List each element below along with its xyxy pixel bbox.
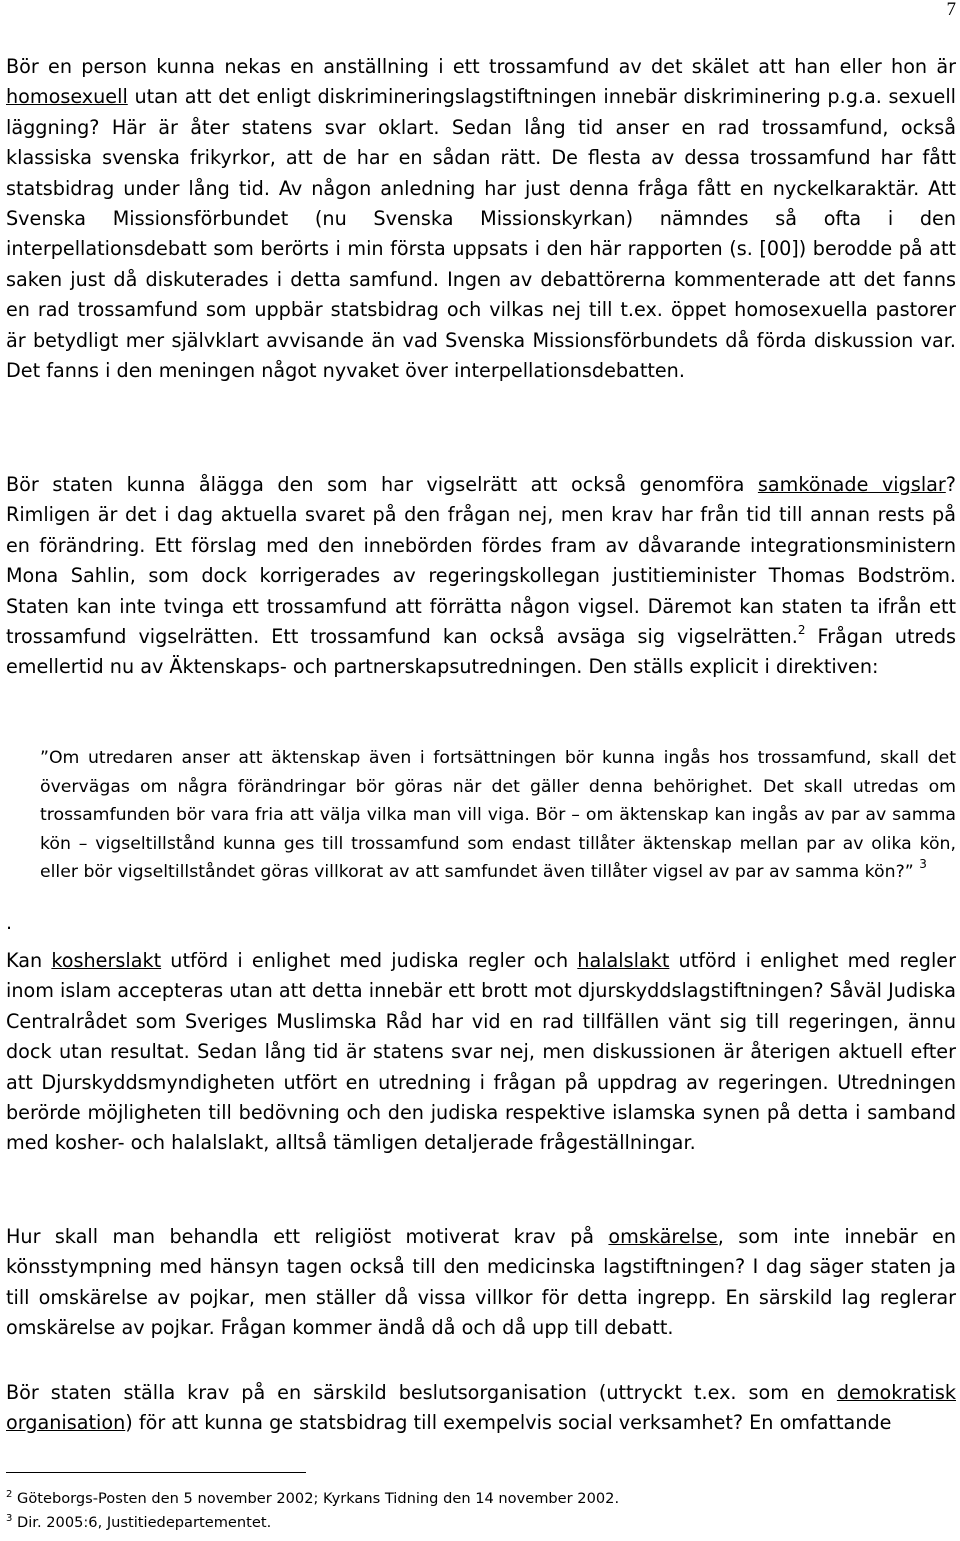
- text-span: utan att det enligt diskrimineringslagstiftningen innebär diskriminering p.g.a. sexuell läggning? Här är åter statens svar oklart. Sedan lång tid anser en rad trossamfund, också klassiska svenska frikyrkor, att de har en sådan rätt. De flesta av dessa trossamfund har fått statsbidrag under lång tid. Av någon anledning har just denna fråga fått en nyckelkaraktär. Att Svenska Missionsförbundet (nu Svenska Missionskyrkan) nämndes så ofta i den interpellationsdebatt som berörts i min första uppsats i den här rapporten (s. [00]) berodde på att saken just då diskuterades i detta samfund. Ingen av debattörerna kommenterade att det fanns en rad trossamfund som uppbär statsbidrag och vilkas nej till t.ex. öppet homosexuella pastorer är betydligt mer självklart avvisande än vad Svenska Missionsförbundets då förda diskussion var. Det fanns i den meningen något nyvaket över interpellationsdebatten.: [6, 85, 956, 383]
- text-span: Frågan utreds emellertid nu av Äktenskaps- och partnerskapsutredningen. Den ställs explicit i direktiven:: [6, 625, 956, 679]
- paragraph-circumcision: [6, 1222, 956, 1344]
- footnote-2: [6, 1489, 619, 1509]
- text-span: utförd i enlighet med regler inom islam accepteras utan att detta innebär ett brott mot djurskyddslagstiftningen? Såväl Judiska Centralrådet som Sveriges Muslimska Råd har vid en rad tillfällen vänt sig till regeringen, ännu dock utan resultat. Sedan lång tid är statens svar nej, men diskussionen är återigen aktuell efter att Djurskyddsmyndigheten utfört en utredning i frågan på uppdrag av regeringen. Utredningen berörde möjligheten till bedövning och den judiska respektive islamska synen på detta i samband med kosher- och halalslakt, alltså tämligen detaljerade frågeställningar.: [6, 949, 956, 1155]
- link-homosexuell[interactable]: homosexuell: [6, 85, 128, 109]
- footnote-text: Dir. 2005:6, Justitiedepartementet.: [12, 1514, 272, 1531]
- text-span: ? Rimligen är det i dag aktuella svaret på den frågan nej, men krav har från tid till annan rests på en förändring. Ett förslag med den innebörden fördes fram av dåvarande integrationsministern Mona Sahlin, som dock korrigerades av regeringskollegan justitieminister Thomas Bodström. Staten kan inte tvinga ett trossamfund att förrätta någon vigsel. Däremot kan staten ta ifrån ett trossamfund vigselrätten. Ett trossamfund kan också avsäga sig vigselrätten.: [6, 473, 956, 649]
- text-span: ) för att kunna ge statsbidrag till exempelvis social verksamhet? En omfattande: [125, 1411, 892, 1435]
- footnote-ref-3: 3: [919, 857, 927, 872]
- paragraph-wedding-rights: [6, 470, 956, 683]
- stray-dot: .: [6, 912, 13, 934]
- page-number: 7: [946, 0, 956, 20]
- footnote-divider: [6, 1472, 306, 1473]
- link-halalslakt[interactable]: halalslakt: [577, 949, 670, 972]
- link-samkonade-vigslar[interactable]: samkönade vigslar: [757, 473, 946, 496]
- text-span: Kan: [6, 949, 52, 972]
- paragraph-organisation: [6, 1378, 956, 1439]
- text-span: Bör staten ställa krav på en särskild beslutsorganisation (uttryckt t.ex. som en: [6, 1381, 837, 1404]
- paragraph-employment: [6, 52, 956, 386]
- block-quote-directive: [40, 744, 956, 887]
- footnote-3: [6, 1513, 271, 1533]
- footnote-number: 3: [6, 1513, 13, 1524]
- link-kosherslakt[interactable]: kosherslakt: [51, 949, 162, 972]
- link-omskarelse[interactable]: omskärelse: [608, 1225, 718, 1248]
- link-demokratisk-organisation[interactable]: demokratisk organisation: [6, 1381, 956, 1435]
- footnote-text: Göteborgs-Posten den 5 november 2002; Kyrkans Tidning den 14 november 2002.: [12, 1490, 620, 1507]
- text-span: Bör en person kunna nekas en anställning i ett trossamfund av det skälet att han eller hon är: [6, 55, 956, 78]
- text-span: Hur skall man behandla ett religiöst motiverat krav på: [6, 1225, 609, 1248]
- paragraph-slaughter: [6, 946, 956, 1159]
- quote-text: ”Om utredaren anser att äktenskap även i fortsättningen bör kunna ingås hos trossamfund, skall det övervägas om några förändringar bör göras när det gäller denna behörighet. Det skall utredas om trossamfunden bör vara fria att välja vilka man vill viga. Bör – om äktenskap kan ingås av par av samma kön – vigseltillstånd kunna ges till trossamfund som endast tillåter äktenskap mellan par av olika kön, eller bör vigseltillståndet göras villkorat av att samfundet även tillåter vigsel av par av samma kön?”: [40, 748, 956, 883]
- footnote-ref-2: 2: [797, 623, 806, 638]
- text-span: , som inte innebär en könsstympning med hänsyn tagen också till den medicinska lagstiftningen? I dag säger staten ja till omskärelse av pojkar, men ställer då vissa villkor för detta ingrepp. En särskild lag reglerar omskärelse av pojkar. Frågan kommer ändå då och då upp till debatt.: [6, 1225, 956, 1340]
- text-span: Bör staten kunna ålägga den som har vigselrätt att också genomföra: [6, 473, 758, 496]
- footnote-number: 2: [6, 1489, 13, 1500]
- text-span: utförd i enlighet med judiska regler och: [161, 949, 578, 972]
